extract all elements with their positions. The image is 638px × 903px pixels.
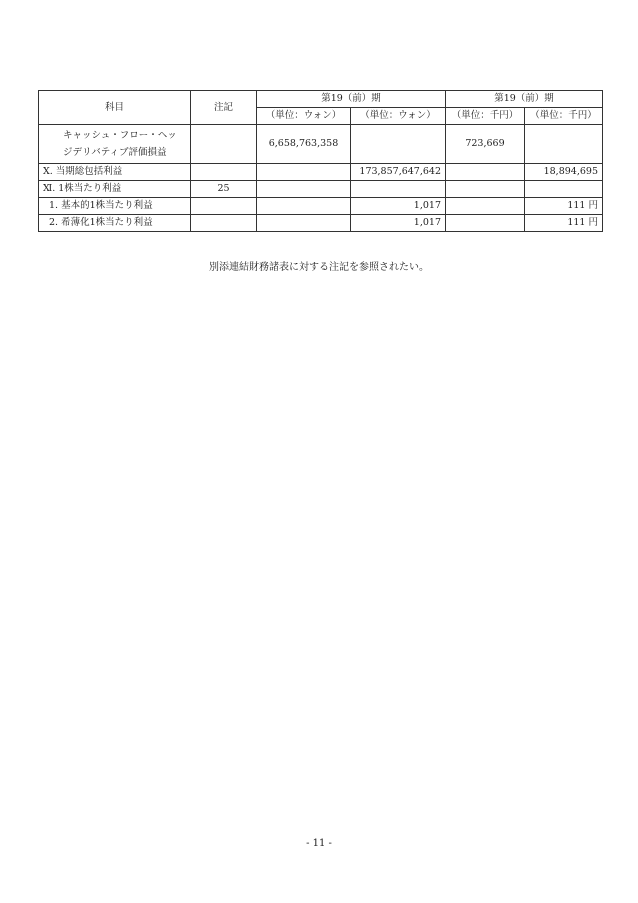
row-won-1 xyxy=(257,215,351,232)
row-yen-1 xyxy=(446,181,525,198)
row-subject: キャッシュ・フロー・ヘッジデリバティブ評価損益 xyxy=(39,125,191,164)
table-row xyxy=(39,164,603,181)
row-note xyxy=(191,198,257,215)
row-won-2: 1,017 xyxy=(351,198,446,215)
row-yen-1: 723,669 xyxy=(446,125,525,164)
header-unit-won-2: （単位：ウォン） xyxy=(351,108,446,125)
table-row xyxy=(39,125,603,164)
row-subject: 2. 希薄化1株当たり利益 xyxy=(39,215,191,232)
table-row xyxy=(39,215,603,232)
row-won-1 xyxy=(257,198,351,215)
header-notes: 注記 xyxy=(191,91,257,125)
header-period-won: 第19（前）期 xyxy=(257,91,446,108)
row-won-2 xyxy=(351,125,446,164)
header-row-1 xyxy=(39,91,603,108)
footnote: 別添連結財務諸表に対する注記を参照されたい。 xyxy=(209,262,429,273)
row-yen-2: 18,894,695 xyxy=(525,164,603,181)
header-unit-yen-2: （単位：千円） xyxy=(525,108,603,125)
page-number: - 11 - xyxy=(306,838,332,849)
row-won-1: 6,658,763,358 xyxy=(257,125,351,164)
row-subject: Ⅹ. 当期総包括利益 xyxy=(39,164,191,181)
row-note xyxy=(191,125,257,164)
row-yen-2: 111 円 xyxy=(525,198,603,215)
header-unit-won-1: （単位：ウォン） xyxy=(257,108,351,125)
row-yen-1 xyxy=(446,215,525,232)
row-won-2: 1,017 xyxy=(351,215,446,232)
row-subject: 1. 基本的1株当たり利益 xyxy=(39,198,191,215)
header-unit-yen-1: （単位：千円） xyxy=(446,108,525,125)
financial-table xyxy=(38,90,603,232)
row-won-2 xyxy=(351,181,446,198)
row-won-1 xyxy=(257,181,351,198)
header-period-yen: 第19（前）期 xyxy=(446,91,603,108)
row-note xyxy=(191,164,257,181)
row-yen-1 xyxy=(446,164,525,181)
table-row xyxy=(39,198,603,215)
table-row xyxy=(39,181,603,198)
row-note: 25 xyxy=(191,181,257,198)
row-note xyxy=(191,215,257,232)
header-subject: 科目 xyxy=(39,91,191,125)
row-yen-2 xyxy=(525,125,603,164)
row-won-1 xyxy=(257,164,351,181)
row-yen-1 xyxy=(446,198,525,215)
row-yen-2: 111 円 xyxy=(525,215,603,232)
row-subject: Ⅺ. 1株当たり利益 xyxy=(39,181,191,198)
row-yen-2 xyxy=(525,181,603,198)
row-won-2: 173,857,647,642 xyxy=(351,164,446,181)
